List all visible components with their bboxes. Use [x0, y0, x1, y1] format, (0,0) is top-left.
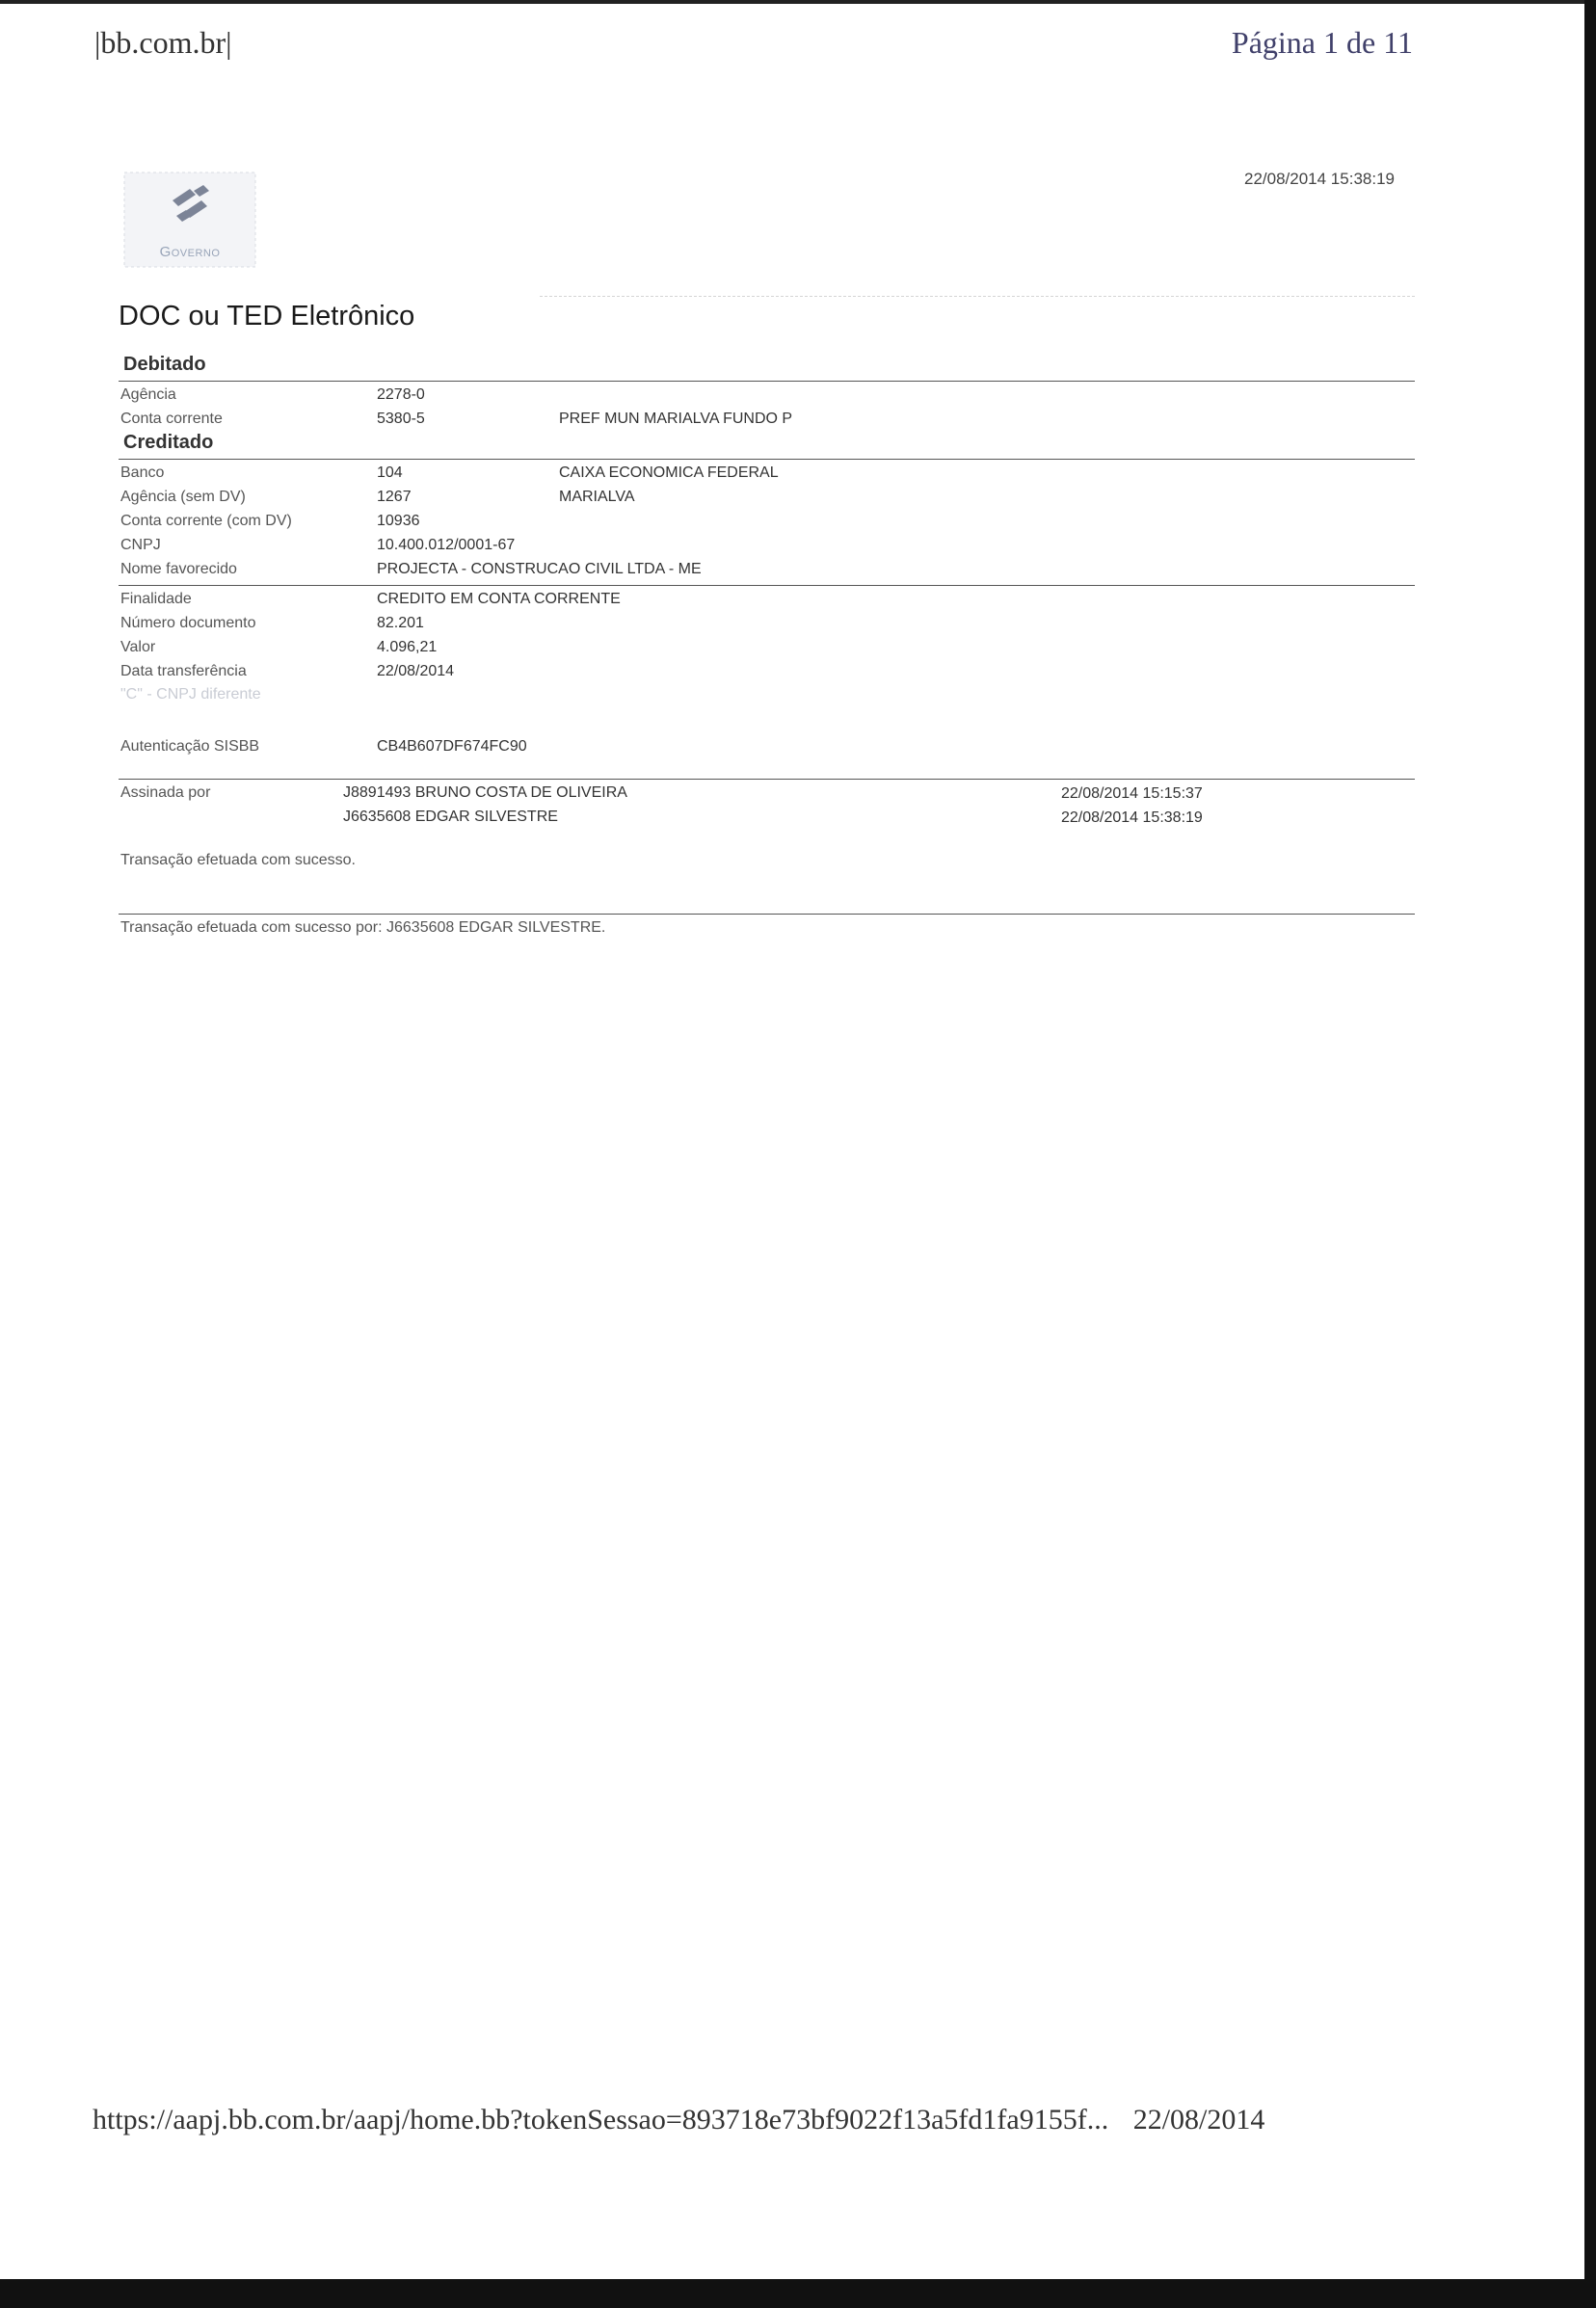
- print-header-site: |bb.com.br|: [94, 25, 232, 60]
- status-by-text: Transação efetuada com sucesso por: J6635608 EDGAR SILVESTRE.: [120, 919, 606, 936]
- field-label: Nome favorecido: [120, 561, 237, 577]
- scan-right-edge: [1584, 0, 1596, 2308]
- signer-time: 22/08/2014 15:38:19: [1061, 809, 1203, 826]
- field-value: MARIALVA: [559, 489, 635, 505]
- divider: [119, 779, 1415, 780]
- field-value: 22/08/2014: [377, 663, 455, 679]
- field-value: 2278-0: [377, 386, 425, 403]
- field-label: Valor: [120, 639, 156, 655]
- print-timestamp: 22/08/2014 15:38:19: [1244, 170, 1395, 188]
- field-value: 10.400.012/0001-67: [377, 537, 516, 553]
- divider: [540, 296, 1415, 297]
- page-title: DOC ou TED Eletrônico: [119, 301, 415, 332]
- print-header-page: Página 1 de 11: [1231, 25, 1413, 60]
- section-creditado: Creditado: [123, 432, 214, 453]
- field-label: Conta corrente: [120, 411, 223, 427]
- cnpj-note: "C" - CNPJ diferente: [120, 686, 261, 703]
- scan-top-edge: [0, 0, 1596, 4]
- field-value: CAIXA ECONOMICA FEDERAL: [559, 464, 779, 481]
- signer-time: 22/08/2014 15:15:37: [1061, 785, 1203, 802]
- field-value: 10936: [377, 513, 420, 529]
- print-footer-date: 22/08/2014: [1132, 2104, 1265, 2136]
- field-value: PREF MUN MARIALVA FUNDO P: [559, 411, 793, 427]
- print-footer: [93, 2104, 1264, 2136]
- field-label: Data transferência: [120, 663, 247, 679]
- divider: [119, 381, 1415, 382]
- logo-wordmark: Governo: [159, 244, 221, 260]
- section-debitado: Debitado: [123, 354, 206, 375]
- auth-code: CB4B607DF674FC90: [377, 738, 527, 755]
- field-label: Agência: [120, 386, 176, 403]
- field-value: 82.201: [377, 615, 424, 631]
- field-value: 1267: [377, 489, 412, 505]
- signer-name: J8891493 BRUNO COSTA DE OLIVEIRA: [343, 784, 627, 801]
- field-label: Finalidade: [120, 591, 192, 607]
- print-footer-url: https://aapj.bb.com.br/aapj/home.bb?tokenSessao=893718e73bf9022f13a5fd1fa9155f...: [93, 2104, 1109, 2136]
- field-label: Agência (sem DV): [120, 489, 246, 505]
- field-value: CREDITO EM CONTA CORRENTE: [377, 591, 621, 607]
- scan-bottom-edge: [0, 2279, 1596, 2308]
- field-value: 5380-5: [377, 411, 425, 427]
- field-value: 104: [377, 464, 403, 481]
- logo: [123, 172, 256, 268]
- divider: [119, 459, 1415, 460]
- field-value: PROJECTA - CONSTRUCAO CIVIL LTDA - ME: [377, 561, 702, 577]
- field-label: Número documento: [120, 615, 256, 631]
- field-label: Conta corrente (com DV): [120, 513, 292, 529]
- field-value: 4.096,21: [377, 639, 438, 655]
- divider: [119, 585, 1415, 586]
- field-label: Autenticação SISBB: [120, 738, 260, 755]
- divider: [119, 914, 1415, 915]
- signer-name: J6635608 EDGAR SILVESTRE: [343, 809, 558, 825]
- field-label: CNPJ: [120, 537, 161, 553]
- field-label: Banco: [120, 464, 165, 481]
- status-text: Transação efetuada com sucesso.: [120, 852, 356, 868]
- field-label: Assinada por: [120, 784, 211, 801]
